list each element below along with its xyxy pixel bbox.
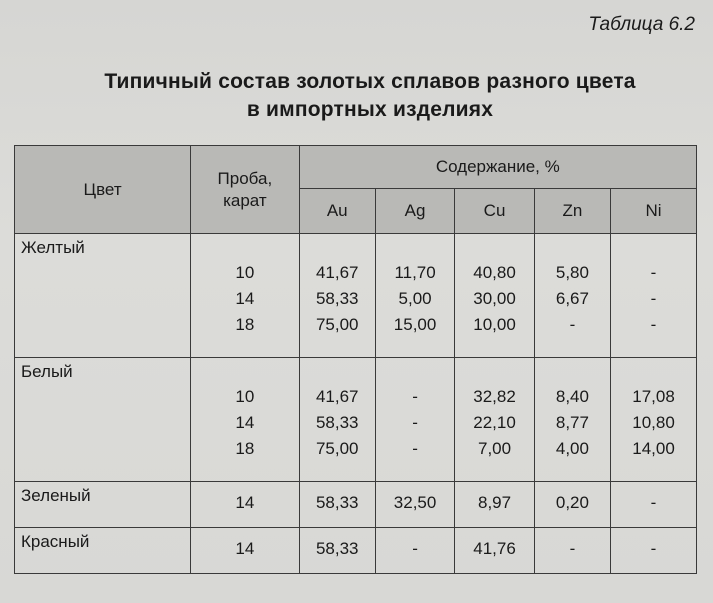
ni-cell: [611, 482, 697, 528]
ag-value: -: [412, 387, 418, 406]
cu-value: 8,97: [478, 493, 512, 512]
color-cell: [15, 528, 191, 574]
header-cu: Cu: [455, 189, 534, 234]
karat-value: 14: [235, 289, 255, 308]
au-value: 75,00: [315, 439, 359, 458]
header-fineness: [191, 146, 299, 234]
cu-value: 30,00: [473, 289, 516, 308]
color-name: Желтый: [21, 238, 85, 257]
ni-value: 14,00: [632, 439, 675, 458]
table-row: [15, 358, 697, 482]
cu-value: 7,00: [478, 439, 512, 458]
ag-value: -: [412, 413, 418, 432]
ni-cell: [611, 234, 697, 358]
ag-value: 15,00: [393, 315, 437, 334]
header-content: Содержание, %: [299, 146, 696, 189]
header-color: Цвет: [15, 146, 191, 234]
ag-value: 5,00: [398, 289, 432, 308]
zn-value: 4,00: [555, 439, 589, 458]
zn-cell: [534, 482, 610, 528]
karat-value: 10: [235, 387, 255, 406]
ni-value: 10,80: [632, 413, 675, 432]
zn-value: -: [569, 539, 576, 558]
karat-value: 14: [235, 413, 255, 432]
cu-cell: [455, 528, 534, 574]
header-ag: Ag: [375, 189, 454, 234]
karat-cell: [191, 482, 299, 528]
ag-cell: [375, 482, 454, 528]
cu-value: 40,80: [473, 263, 516, 282]
zn-cell: [534, 528, 610, 574]
table-row: [15, 482, 697, 528]
au-cell: [299, 482, 375, 528]
color-cell: [15, 482, 191, 528]
header-ni: Ni: [611, 189, 697, 234]
au-cell: [299, 528, 375, 574]
karat-value: 10: [235, 263, 255, 282]
ag-cell: [375, 358, 454, 482]
ni-cell: [611, 358, 697, 482]
table-body: [15, 234, 697, 574]
header-fineness-text: Проба, карат: [217, 168, 273, 210]
table-number: Таблица 6.2: [588, 14, 695, 35]
karat-value: 18: [235, 439, 255, 458]
ag-value: 32,50: [393, 493, 437, 512]
table-title-line-1: Типичный состав золотых сплавов разного цвета: [104, 70, 636, 93]
cu-value: 22,10: [473, 413, 516, 432]
au-value: 58,33: [315, 289, 359, 308]
karat-cell: [191, 528, 299, 574]
header-au: Au: [299, 189, 375, 234]
karat-value: 14: [235, 493, 255, 512]
cu-cell: [455, 358, 534, 482]
zn-cell: [534, 234, 610, 358]
zn-value: 0,20: [555, 493, 589, 512]
table-title: [40, 68, 700, 124]
ni-value: 17,08: [632, 387, 675, 406]
table-title-line-2: в импортных изделиях: [246, 98, 494, 121]
karat-value: 14: [235, 539, 255, 558]
au-cell: [299, 234, 375, 358]
ni-value: -: [650, 289, 657, 308]
au-value: 41,67: [315, 263, 359, 282]
au-value: 58,33: [315, 413, 359, 432]
table-row: [15, 234, 697, 358]
cu-value: 41,76: [473, 539, 516, 558]
ni-cell: [611, 528, 697, 574]
ag-cell: [375, 234, 454, 358]
au-value: 58,33: [315, 493, 359, 512]
ag-value: -: [412, 439, 418, 458]
color-cell: [15, 234, 191, 358]
color-name: Красный: [21, 532, 90, 551]
karat-cell: [191, 234, 299, 358]
zn-value: 8,40: [555, 387, 589, 406]
au-cell: [299, 358, 375, 482]
color-name: Белый: [21, 362, 73, 381]
table-row: [15, 528, 697, 574]
zn-value: 5,80: [555, 263, 589, 282]
color-cell: [15, 358, 191, 482]
ag-value: -: [412, 539, 418, 558]
ag-value: 11,70: [394, 263, 436, 282]
cu-cell: [455, 234, 534, 358]
karat-value: 18: [235, 315, 255, 334]
cu-value: 32,82: [473, 387, 516, 406]
zn-value: 8,77: [555, 413, 589, 432]
ni-value: -: [650, 315, 657, 334]
zn-cell: [534, 358, 610, 482]
ni-value: -: [650, 493, 657, 512]
au-value: 41,67: [315, 387, 359, 406]
zn-value: -: [569, 315, 576, 334]
au-value: 75,00: [315, 315, 359, 334]
color-name: Зеленый: [21, 486, 91, 505]
ni-value: -: [650, 539, 657, 558]
karat-cell: [191, 358, 299, 482]
header-zn: Zn: [534, 189, 610, 234]
zn-value: 6,67: [555, 289, 589, 308]
alloy-composition-table: [14, 145, 697, 574]
ni-value: -: [650, 263, 657, 282]
cu-value: 10,00: [473, 315, 516, 334]
cu-cell: [455, 482, 534, 528]
au-value: 58,33: [315, 539, 359, 558]
ag-cell: [375, 528, 454, 574]
